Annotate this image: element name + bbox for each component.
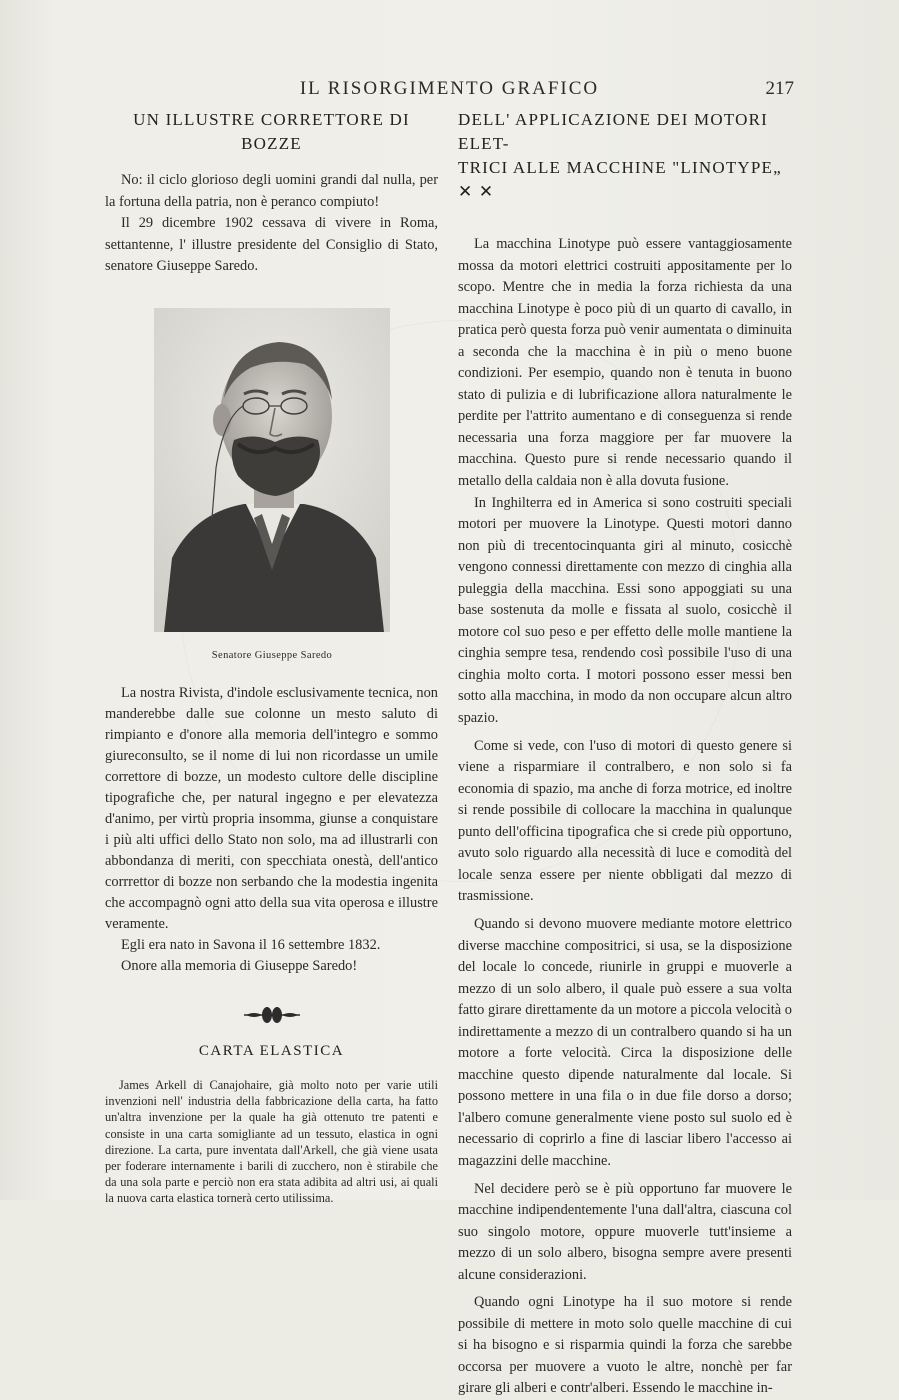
portrait-caption: Senatore Giuseppe Saredo bbox=[211, 649, 333, 661]
portrait-figure bbox=[154, 308, 390, 661]
page-number: 217 bbox=[765, 78, 794, 99]
article-paragraph: Egli era nato in Savona il 16 settembre 1832. bbox=[121, 936, 381, 953]
article-title-saredo: UN ILLUSTRE CORRETTORE DI BOZZE bbox=[133, 110, 410, 153]
section-title-carta: CARTA ELASTICA bbox=[198, 1042, 345, 1059]
article-paragraph: James Arkell di Canajohaire, già molto noto per varie utili invenzioni nell' industria della fabbricazione della carta, ha fatto un'altra invenzione per la quale ha già ottenuto tre patenti e consiste in una carta somigliante ad un tessuto, elastica in ogni direzione. La carta, pure inventata dall'Arkell, che già viene usata per foderare internamente i barili di zucchero, non è stirabile che da una sola parte e perciò non era stata adibita ad altri usi, ai quali la nuova carta elastica tornerà certo utilissima. bbox=[105, 1077, 438, 1206]
right-column bbox=[458, 108, 792, 1400]
linotype-article-body bbox=[458, 234, 792, 1400]
article-paragraph: Nel decidere però se è più opportuno far muovere le macchine indipendentemente l'una dall'altra, ciascuna col suo singolo motore, oppure muoverle tutt'insieme a mezzo di un solo albero, bisogna sempre avere presenti alcune considerazioni. bbox=[458, 1180, 792, 1283]
article-paragraph: Onore alla memoria di Giuseppe Saredo! bbox=[121, 957, 358, 974]
intro-paragraph: No: il ciclo glorioso degli uomini grandi dal nulla, per la fortuna della patria, non è peranco compiuto! bbox=[105, 172, 438, 210]
article-paragraph: Come si vede, con l'uso di motori di questo genere si viene a risparmiare il contralbero, e non solo si fa economia di spazio, ma anche di forza motrice, ed inoltre si rende possibile di collocare la macchina in qualunque punto dell'officina tipografica che si crede più opportuno, avuto solo riguardo alla necessità di luce e comodità del locale senza essere per niente obbligati dal mezzo di trasmissione. bbox=[458, 737, 792, 905]
left-column bbox=[105, 108, 438, 1207]
ornament-divider bbox=[105, 1003, 438, 1031]
article-paragraph: Quando ogni Linotype ha il suo motore si rende possibile di mettere in moto solo quelle macchine di cui si ha bisogno e si risparmia quindi la forza che sarebbe occorsa per muovere a vuoto le altre, nonchè per far girare gli alberi e contr'alberi. Essendo le macchine in- bbox=[458, 1294, 792, 1397]
article-paragraph: La nostra Rivista, d'indole esclusivamente tecnica, non manderebbe dalle sue colonne un mesto saluto di rimpianto e d'onore alla memoria dell'integro e sommo giureconsulto, se il nome di lui non ricordasse un umile correttore di bozze, un modesto cultore delle discipline tipografiche che, per natural ingegno e per elevatezza d'animo, per virtù propria insomma, giunse a conquistare i più alti uffici dello Stato non solo, ma ad illustrarli con abbondanza di meriti, con specchiata onestà, dell'antico corrrettor di bozze non serbando che la modestia ingenita che accompagnò ogni atto della sua vita operosa e illustre veramente. bbox=[105, 684, 438, 932]
article-title-linotype-line2: TRICI ALLE MACCHINE "LINOTYPE„ ✕ ✕ bbox=[458, 158, 782, 201]
intro bbox=[105, 170, 438, 278]
article-title-linotype-line1: DELL' APPLICAZIONE DEI MOTORI ELET- bbox=[458, 110, 769, 153]
portrait-photo bbox=[154, 308, 390, 632]
fleuron-icon bbox=[244, 1003, 300, 1027]
portrait-image bbox=[154, 308, 390, 632]
article-paragraph: La macchina Linotype può essere vantaggiosamente mossa da motori elettrici costruiti appositamente per lo scopo. Mentre che in media la forza richiesta da una macchina Linotype è poco più di un quarto di cavallo, in pratica però questa forza può venir aumentata o diminuita a seconda che la macchina è in più o meno buone condizioni. Per esempio, quando non è tenuta in buono stato di pulizia e di lubrificazione allora naturalmente le perdite per l'attrito aumentano e di conseguenza si rende necessaria una forza maggiore per far muovere la macchina. Questo pure si rende necessario quando il metallo della caldaia non è alla dovuta fusione. bbox=[458, 236, 792, 490]
intro-paragraph: Il 29 dicembre 1902 cessava di vivere in Roma, settantenne, l' illustre presidente del Consiglio di Stato, senatore Giuseppe Saredo. bbox=[105, 215, 438, 275]
running-title: IL RISORGIMENTO GRAFICO bbox=[299, 78, 600, 99]
saredo-article-body bbox=[105, 683, 438, 977]
carta-article-body bbox=[105, 1077, 438, 1207]
article-paragraph: In Inghilterra ed in America si sono costruiti speciali motori per muovere la Linotype. Questi motori danno non più di trecentocinquanta giri al minuto, cosicchè vengono connessi direttamente con mezzo di cinghia alla puleggia della macchina. Essi sono appoggiati su una base sostenuta da molle e fissata al suolo, cosicchè il motore col suo peso e per effetto delle molle mantiene la cinghia sempre tesa, rendendo così possibile l'uso di una cinghia molto corta. I motori possono esser messi ben sotto alla macchina, in modo da non occupare alcun altro spazio. bbox=[458, 494, 792, 727]
article-paragraph: Quando si devono muovere mediante motore elettrico diverse macchine compositrici, si usa, se la disposizione del locale lo concede, riunirle in gruppi e muoverle a mezzo di un solo albero, il quale può essere a sua volta fatto girare direttamente da un motore a piccola velocità o indirettamente a mezzo di un contralbero quando si ha un motore a forte velocità. Circa la disposizione delle macchine questo dipende naturalmente dal locale. Si possono mettere in una fila o in due file dorso a dorso; l'albero comune generalmente viene posto sul suolo ed è necessario di coprirlo a fine di lasciar libero l'accesso ai magazzini delle macchine. bbox=[458, 915, 792, 1169]
